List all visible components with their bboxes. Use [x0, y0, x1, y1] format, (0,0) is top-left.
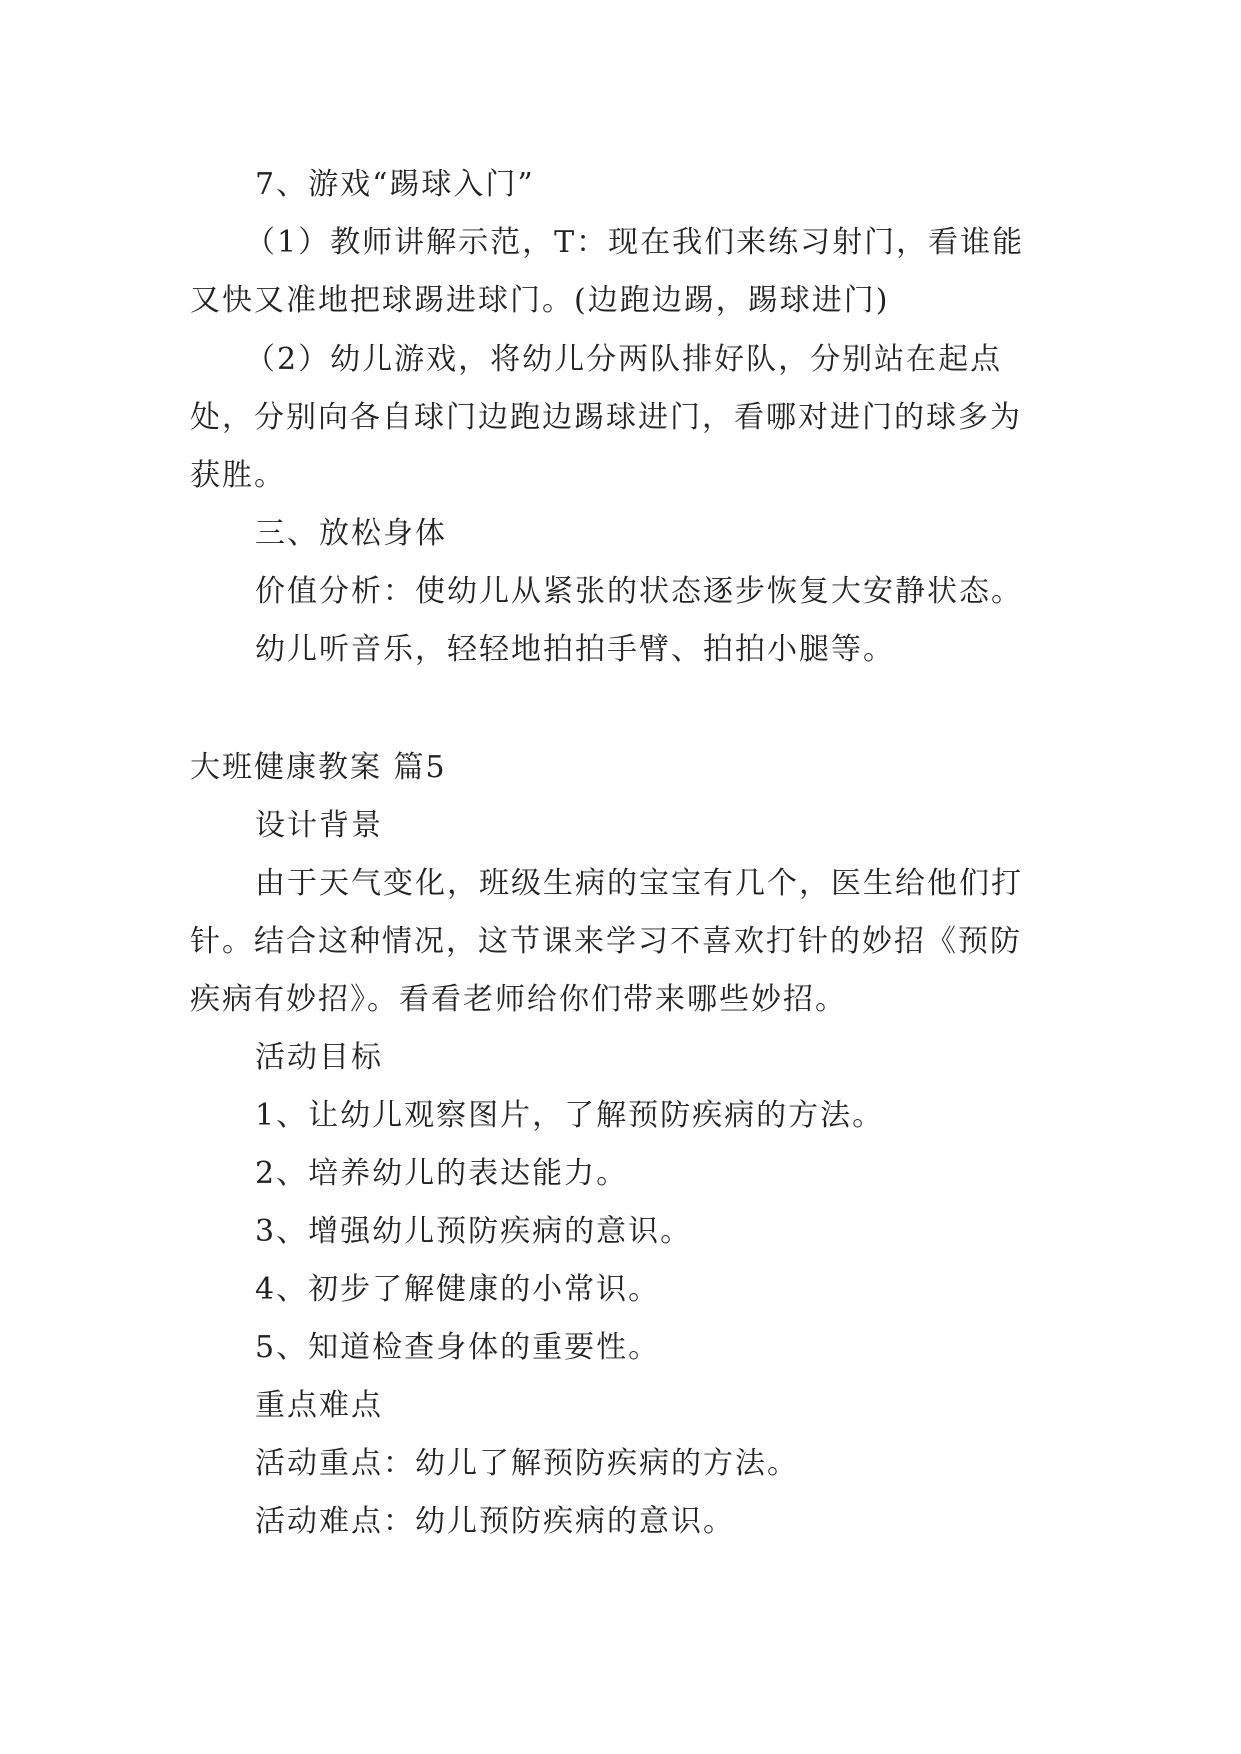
- paragraph-line: 幼儿听音乐，轻轻地拍拍手臂、拍拍小腿等。: [255, 632, 895, 667]
- paragraph-line: 7、游戏“踢球入门”: [255, 167, 535, 202]
- paragraph-line: 针。结合这种情况，这节课来学习不喜欢打针的妙招《预防: [190, 924, 1022, 959]
- paragraph-line: 活动重点：幼儿了解预防疾病的方法。: [255, 1446, 799, 1481]
- section-heading: 重点难点: [255, 1388, 383, 1423]
- paragraph-line: 价值分析：使幼儿从紧张的状态逐步恢复大安静状态。: [255, 574, 1023, 609]
- section-heading: 三、放松身体: [255, 516, 447, 551]
- paragraph-line: 由于天气变化，班级生病的宝宝有几个，医生给他们打: [255, 866, 1023, 901]
- section-heading: 设计背景: [255, 808, 383, 843]
- section-heading: 活动目标: [255, 1040, 383, 1075]
- list-item: 5、知道检查身体的重要性。: [255, 1330, 661, 1365]
- paragraph-line: 处，分别向各自球门边跑边踢球进门，看哪对进门的球多为: [190, 400, 1022, 435]
- paragraph-line: 疾病有妙招》。看看老师给你们带来哪些妙招。: [190, 982, 847, 1017]
- paragraph-line: 又快又准地把球踢进球门。(边跑边踢，踢球进门): [190, 283, 890, 318]
- list-item: 3、增强幼儿预防疾病的意识。: [255, 1214, 693, 1249]
- paragraph-line: （2）幼儿游戏，将幼儿分两队排好队，分别站在起点: [245, 342, 1003, 377]
- paragraph-line: 获胜。: [190, 458, 286, 493]
- paragraph-line: （1）教师讲解示范，T：现在我们来练习射门，看谁能: [245, 225, 1025, 260]
- list-item: 1、让幼儿观察图片，了解预防疾病的方法。: [255, 1098, 885, 1133]
- list-item: 4、初步了解健康的小常识。: [255, 1272, 661, 1307]
- paragraph-line: 活动难点：幼儿预防疾病的意识。: [255, 1504, 735, 1539]
- document-title: 大班健康教案 篇5: [190, 750, 447, 785]
- list-item: 2、培养幼儿的表达能力。: [255, 1156, 629, 1191]
